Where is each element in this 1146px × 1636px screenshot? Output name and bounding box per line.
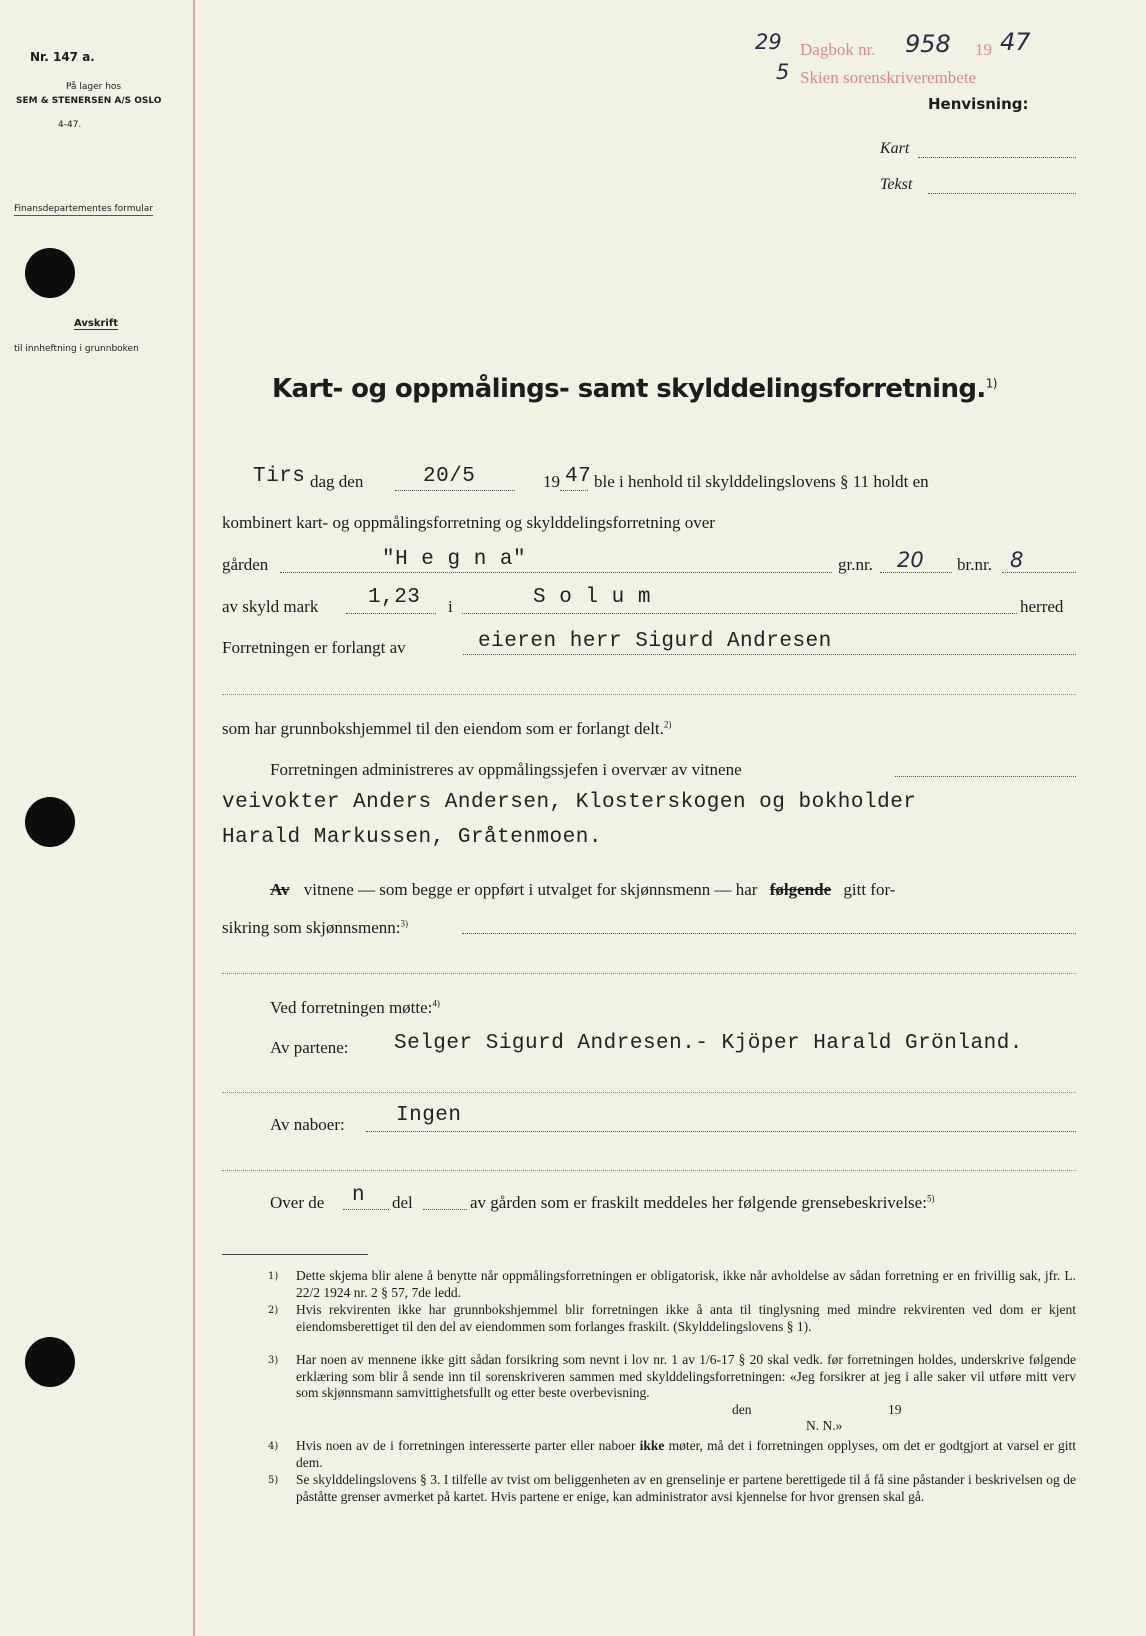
copy-label: Avskrift <box>74 318 118 329</box>
witnesses-statement <box>270 880 895 900</box>
footnote-2-number: 2) <box>268 1305 279 1316</box>
footnote-3-signature: N. N.» <box>806 1418 843 1433</box>
requester-typed: eieren herr Sigurd Andresen <box>478 630 832 653</box>
punch-hole <box>25 797 75 847</box>
footnote-3-year: 19 <box>888 1402 902 1417</box>
year-typed: 47 <box>565 465 592 488</box>
line-1-text: ble i henhold til skylddelingslovens § 11 holdt en <box>594 472 929 491</box>
year-field <box>560 490 588 491</box>
document-title <box>272 374 997 404</box>
blank-line <box>222 973 1076 974</box>
publisher-line-2: SEM & STENERSEN A/S OSLO <box>16 96 162 106</box>
boundary-sentence: av gården som er fraskilt meddeles her følgende grensebeskrivelse: <box>470 1193 927 1212</box>
margin-rule <box>193 0 195 1636</box>
administration-text: Forretningen administreres av oppmålingssjefen i overvær av vitnene <box>270 760 742 779</box>
footnote-1: Dette skjema blir alene å benytte når oppmålingsforretningen er obligatorisk, ikke når avholdelse av sådan forretning er en frivillig sak, jfr. L. 22/2 1924 nr. 2 § 57, 7de ledd. <box>296 1268 1076 1300</box>
grnr-field <box>880 572 952 573</box>
weekday-typed: Tirs <box>253 465 306 488</box>
footnote-2: Hvis rekvirenten ikke har grunnbokshjemmel blir forretningen ikke å anta til tinglysning med mindre rekvirenten ved dom er kjent eiendomsberettiget til den del av eiendommen som forlanges fraskilt. (Skylddelingslovens § 1). <box>296 1302 1076 1334</box>
grnr-label: gr.nr. <box>838 555 873 574</box>
text-label: Tekst <box>880 176 913 193</box>
stamp-year-prefix: 19 <box>975 40 992 59</box>
witness-line-1: veivokter Anders Andersen, Klosterskogen og bokholder <box>222 791 917 814</box>
footnote-separator <box>222 1254 368 1255</box>
footnote-3: Har noen av mennene ikke gitt sådan forsikring som nevnt i lov nr. 1 av 1/6-17 § 20 skal vedk. før forretningen holdes, underskrive følgende erklæring som blir å sende inn til sorenskriveren sammen med skylddelingsforretningen: «Jeg forsikrer at jeg i alle saker vil utføre mitt verv som skjønnsmann samvittighetsfullt og etter beste overbevisning. <box>296 1352 1076 1400</box>
title-footnote-ref: 1) <box>985 376 997 391</box>
del-label: del <box>392 1193 413 1212</box>
title-holder-sentence: som har grunnbokshjemmel til den eiendom som er forlangt delt. <box>222 719 664 738</box>
title-holder-text <box>222 719 671 739</box>
stamp-court-name: Skien sorenskriverembete <box>800 68 977 87</box>
handwritten-year: 47 <box>1000 28 1031 56</box>
witness-field-end <box>895 776 1076 777</box>
title-holder-footnote-ref: 2) <box>663 719 672 730</box>
date-field <box>395 490 515 491</box>
assurance-footnote-ref: 3) <box>400 918 409 929</box>
footnote-5-number: 5) <box>268 1475 279 1486</box>
requested-label: Forretningen er forlangt av <box>222 638 406 657</box>
stamp-diary-label: Dagbok nr. <box>800 40 876 59</box>
neighbors-field <box>366 1131 1076 1132</box>
text-reference-field <box>928 193 1076 194</box>
assurance-sentence: sikring som skjønnsmenn: <box>222 918 401 937</box>
skyld-value: 1,23 <box>368 586 421 609</box>
footnote-4 <box>296 1438 1076 1471</box>
footnote-4-bold: ikke <box>639 1438 665 1453</box>
form-number: Nr. 147 a. <box>30 50 95 64</box>
date-typed: 20/5 <box>423 465 476 488</box>
footnote-4-number: 4) <box>268 1441 279 1452</box>
footnote-3-den: den <box>732 1402 752 1417</box>
assurance-field <box>462 933 1076 934</box>
herred-label: herred <box>1020 597 1064 616</box>
footnote-4-start: Hvis noen av de i forretningen interesserte parter eller naboer <box>296 1438 636 1453</box>
publisher-line-1: På lager hos <box>66 82 122 92</box>
footnote-3-number: 3) <box>268 1355 279 1366</box>
part-typed: n <box>352 1184 366 1207</box>
over-de-label: Over de <box>270 1193 325 1212</box>
attended-sentence: Ved forretningen møtte: <box>270 998 433 1017</box>
herred-typed: S o l u m <box>533 586 651 609</box>
day-label: dag den <box>310 472 364 491</box>
in-label: i <box>448 597 453 616</box>
skyld-label: av skyld mark <box>222 597 319 616</box>
parties-typed: Selger Sigurd Andresen.- Kjöper Harald Grönland. <box>394 1032 1023 1055</box>
brnr-field <box>1002 572 1076 573</box>
publisher-date: 4-47. <box>58 120 82 130</box>
struck-av: Av <box>270 880 290 899</box>
witnesses-text: vitnene — som begge er oppført i utvalget for skjønnsmenn — har <box>303 880 758 899</box>
blank-line <box>222 1170 1076 1171</box>
brnr-label: br.nr. <box>957 555 992 574</box>
form-source: Finansdepartementes formular <box>14 204 153 214</box>
del-field <box>423 1209 467 1210</box>
reference-label: Henvisning: <box>928 95 1029 113</box>
witnesses-text-end: gitt for- <box>843 880 896 899</box>
neighbors-label: Av naboer: <box>270 1115 345 1134</box>
year-prefix: 19 <box>543 472 560 491</box>
footnote-1-number: 1) <box>268 1271 279 1282</box>
boundary-footnote-ref: 5) <box>926 1193 935 1204</box>
handwritten-diary-number: 958 <box>905 30 951 58</box>
copy-note: til innheftning i grunnboken <box>14 344 139 354</box>
punch-hole <box>25 1337 75 1387</box>
handwritten-month: 5 <box>776 60 790 84</box>
footnote-4-end: møter, må det i forretningen opplyses, om det er godtgjort at varsel er gitt dem. <box>296 1438 1077 1470</box>
herred-field <box>462 613 1017 614</box>
map-label: Kart <box>880 140 910 157</box>
struck-folgende: følgende <box>769 880 832 899</box>
skyld-field <box>346 613 436 614</box>
attended-text <box>270 998 440 1018</box>
farm-field <box>280 572 832 573</box>
handwritten-day: 29 <box>755 30 782 54</box>
line-2-text: kombinert kart- og oppmålingsforretning og skylddelingsforretning over <box>222 513 715 532</box>
requester-field <box>463 654 1076 655</box>
punch-hole <box>25 248 75 298</box>
grnr-value: 20 <box>897 548 924 572</box>
attended-footnote-ref: 4) <box>432 998 440 1009</box>
blank-line <box>222 694 1076 695</box>
map-reference-field <box>918 157 1076 158</box>
farm-label: gården <box>222 555 269 574</box>
neighbors-typed: Ingen <box>396 1104 462 1127</box>
parties-label: Av partene: <box>270 1038 349 1057</box>
assurance-text <box>222 918 408 938</box>
blank-line <box>222 1092 1076 1093</box>
brnr-value: 8 <box>1010 548 1024 572</box>
witness-line-2: Harald Markussen, Gråtenmoen. <box>222 826 602 849</box>
boundary-text <box>470 1193 934 1213</box>
footnote-5: Se skylddelingslovens § 3. I tilfelle av tvist om beliggenheten av en grenselinje er partene berettigede til å få sine påstander i beskrivelsen og de påståtte grenser avmerket på kartet. Hvis partene er enige, kan administrator avsi kjennelse for hvor grensen skal gå. <box>296 1472 1076 1504</box>
title-text: Kart- og oppmålings- samt skylddelingsforretning. <box>272 374 986 404</box>
part-field <box>343 1209 389 1210</box>
farm-name-typed: "H e g n a" <box>382 548 527 571</box>
